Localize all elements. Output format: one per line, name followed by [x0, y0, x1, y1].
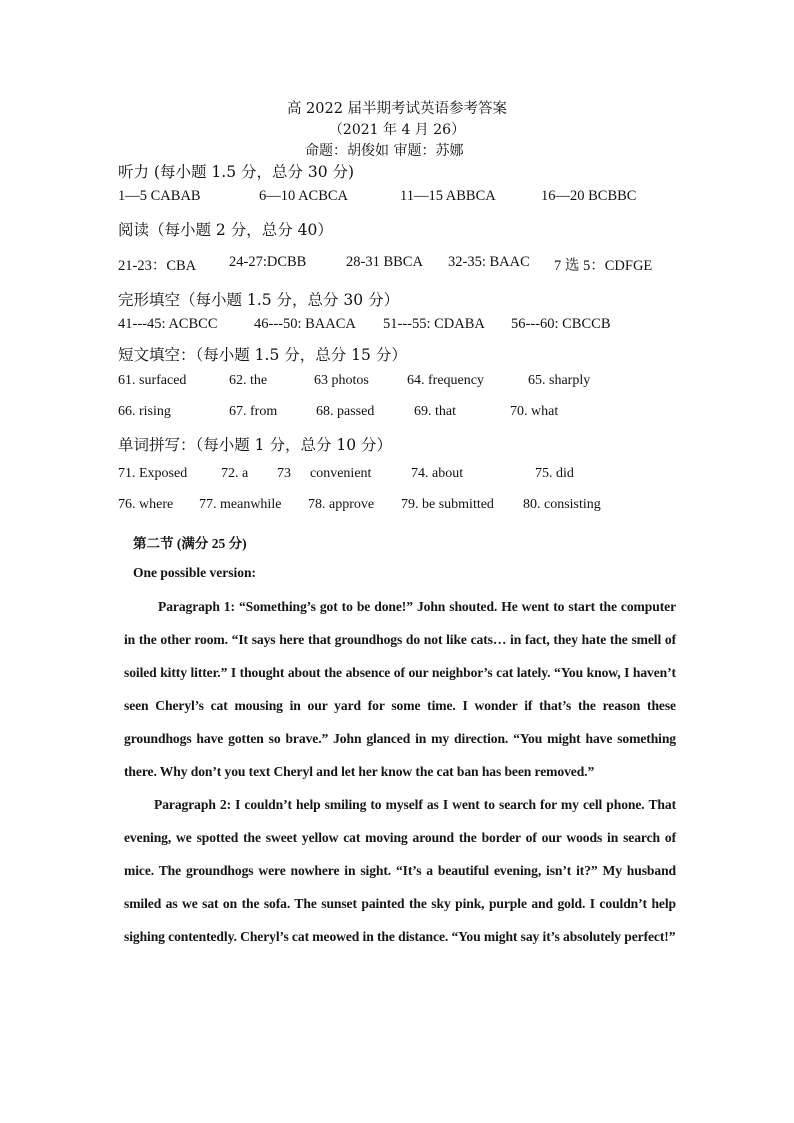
reading-answer: 24-27:DCBB — [229, 254, 307, 270]
writing-section-heading: 第二节 (满分 25 分) — [133, 536, 247, 551]
reading-answer: 7 选 5：CDFGE — [554, 258, 653, 274]
cloze-answer: 51---55: CDABA — [383, 316, 485, 332]
spelling-answer: 77. meanwhile — [199, 497, 282, 512]
spelling-answer: 72. a — [221, 466, 249, 481]
grammar-fill-answer: 65. sharply — [528, 373, 591, 388]
grammar-fill-answer: 68. passed — [316, 404, 375, 419]
grammar-fill-answer: 66. rising — [118, 404, 171, 419]
spelling-answer: 79. be submitted — [401, 497, 494, 512]
cloze-answer: 41---45: ACBCC — [118, 316, 218, 332]
page-title: 高 2022 届半期考试英语参考答案 — [286, 101, 508, 117]
grammar-fill-heading: 短文填空：（每小题 1.5 分，总分 15 分） — [118, 346, 407, 364]
grammar-fill-answer: 69. that — [414, 404, 456, 419]
reading-answer: 28-31 BBCA — [346, 254, 423, 270]
reading-answer: 32-35: BAAC — [448, 254, 530, 270]
essay-paragraph-1-text: Paragraph 1: “Something’s got to be done!” John shouted. He went to start the computer in the other room. “It says here that groundhogs do not like cats… in fact, they hate the smell of soiled kitty litter.” I thought about the absence of our neighbor’s cat lately. “You know, I haven’t seen Cheryl’s cat mousing in our yard for some time. I wonder if that’s the reason these groundhogs have gotten so brave.” John glanced in my direction. “You might have something there. Why don’t you text Cheryl and let her know the cat ban has been removed.” — [124, 599, 676, 779]
spelling-answer: convenient — [310, 466, 372, 481]
listening-answer: 1—5 CABAB — [118, 188, 201, 204]
listening-answer: 11—15 ABBCA — [400, 188, 496, 204]
essay-paragraph-2-text: Paragraph 2: I couldn’t help smiling to myself as I went to search for my cell phone. That evening, we spotted the sweet yellow cat moving around the border of our woods in search of mice. The groundhogs were nowhere in sight. “It’s a beautiful evening, isn’t it?” My husband smiled as we sat on the sofa. The sunset painted the sky pink, purple and gold. I couldn’t help sighing contentedly. Cheryl’s cat meowed in the distance. “You might say it’s absolutely perfect!” — [124, 797, 676, 944]
grammar-fill-answer: 67. from — [229, 404, 278, 419]
cloze-heading: 完形填空（每小题 1.5 分，总分 30 分） — [118, 291, 400, 309]
cloze-answer: 56---60: CBCCB — [511, 316, 611, 332]
authors-line: 命题：胡俊如 审题：苏娜 — [305, 143, 464, 159]
reading-answer: 21-23：CBA — [118, 258, 197, 274]
spelling-answer: 80. consisting — [523, 497, 601, 512]
grammar-fill-answer: 61. surfaced — [118, 373, 187, 388]
spelling-answer: 75. did — [535, 466, 574, 481]
listening-answer: 6—10 ACBCA — [259, 188, 349, 204]
grammar-fill-answer: 64. frequency — [407, 373, 484, 388]
grammar-fill-answer: 63 photos — [314, 373, 369, 388]
listening-heading: 听力 (每小题 1.5 分，总分 30 分) — [118, 163, 355, 181]
spelling-answer: 73 — [277, 466, 291, 481]
cloze-answer: 46---50: BAACA — [254, 316, 356, 332]
essay-paragraph-2 — [124, 788, 676, 953]
essay-paragraph-1 — [124, 590, 676, 788]
grammar-fill-answer: 62. the — [229, 373, 268, 388]
spelling-heading: 单词拼写：（每小题 1 分，总分 10 分） — [118, 436, 393, 454]
spelling-answer: 78. approve — [308, 497, 375, 512]
grammar-fill-answer: 70. what — [510, 404, 559, 419]
spelling-answer: 76. where — [118, 497, 174, 512]
listening-answer: 16—20 BCBBC — [541, 188, 637, 204]
writing-version-label: One possible version: — [133, 565, 257, 580]
spelling-answer: 74. about — [411, 466, 464, 481]
reading-heading: 阅读（每小题 2 分，总分 40） — [118, 221, 333, 239]
exam-date: （2021 年 4 月 26） — [328, 122, 466, 138]
spelling-answer: 71. Exposed — [118, 466, 188, 481]
